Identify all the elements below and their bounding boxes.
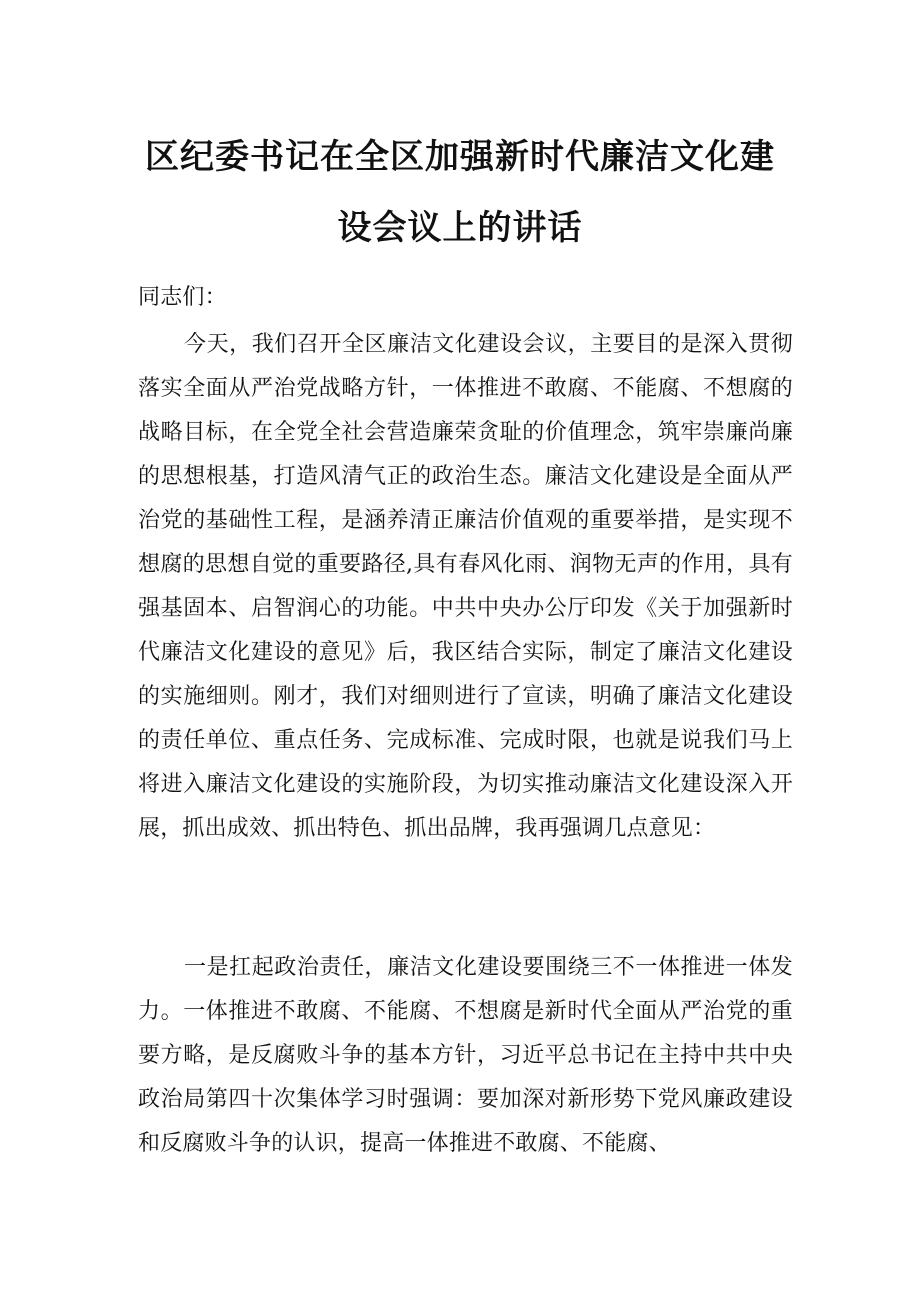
document-title-line-1: 区纪委书记在全区加强新时代廉洁文化建 <box>145 137 775 177</box>
paragraph-1: 今天，我们召开全区廉洁文化建设会议，主要目的是深入贯彻落实全面从严治党战略方针，一体推进不敢腐、不能腐、不想腐的战略目标，在全党全社会营造廉荣贪耻的价值理念，筑牢崇廉尚廉的思想根基，打造风清气正的政治生态。廉洁文化建设是全面从严治党的基础性工程，是涵养清正廉洁价值观的重要举措，是实现不想腐的思想自觉的重要路径,具有春风化雨、润物无声的作用，具有强基固本、启智润心的功能。中共中央办公厅印发《关于加强新时代廉洁文化建设的意见》后，我区结合实际，制定了廉洁文化建设的实施细则。刚才，我们对细则进行了宣读，明确了廉洁文化建设的责任单位、重点任务、完成标准、完成时限，也就是说我们马上将进入廉洁文化建设的实施阶段，为切实推动廉洁文化建设深入开展，抓出成效、抓出特色、抓出品牌，我再强调几点意见： <box>138 332 793 841</box>
salutation: 同志们： <box>138 285 227 310</box>
paragraph-2: 一是扛起政治责任，廉洁文化建设要围绕三不一体推进一体发力。一体推进不敢腐、不能腐、不想腐是新时代全面从严治党的重要方略，是反腐败斗争的基本方针，习近平总书记在主持中共中央政治局第四十次集体学习时强调：要加深对新形势下党风廉政建设和反腐败斗争的认识，提高一体推进不敢腐、不能腐、 <box>138 955 793 1156</box>
document-title-line-2: 设会议上的讲话 <box>337 208 583 248</box>
